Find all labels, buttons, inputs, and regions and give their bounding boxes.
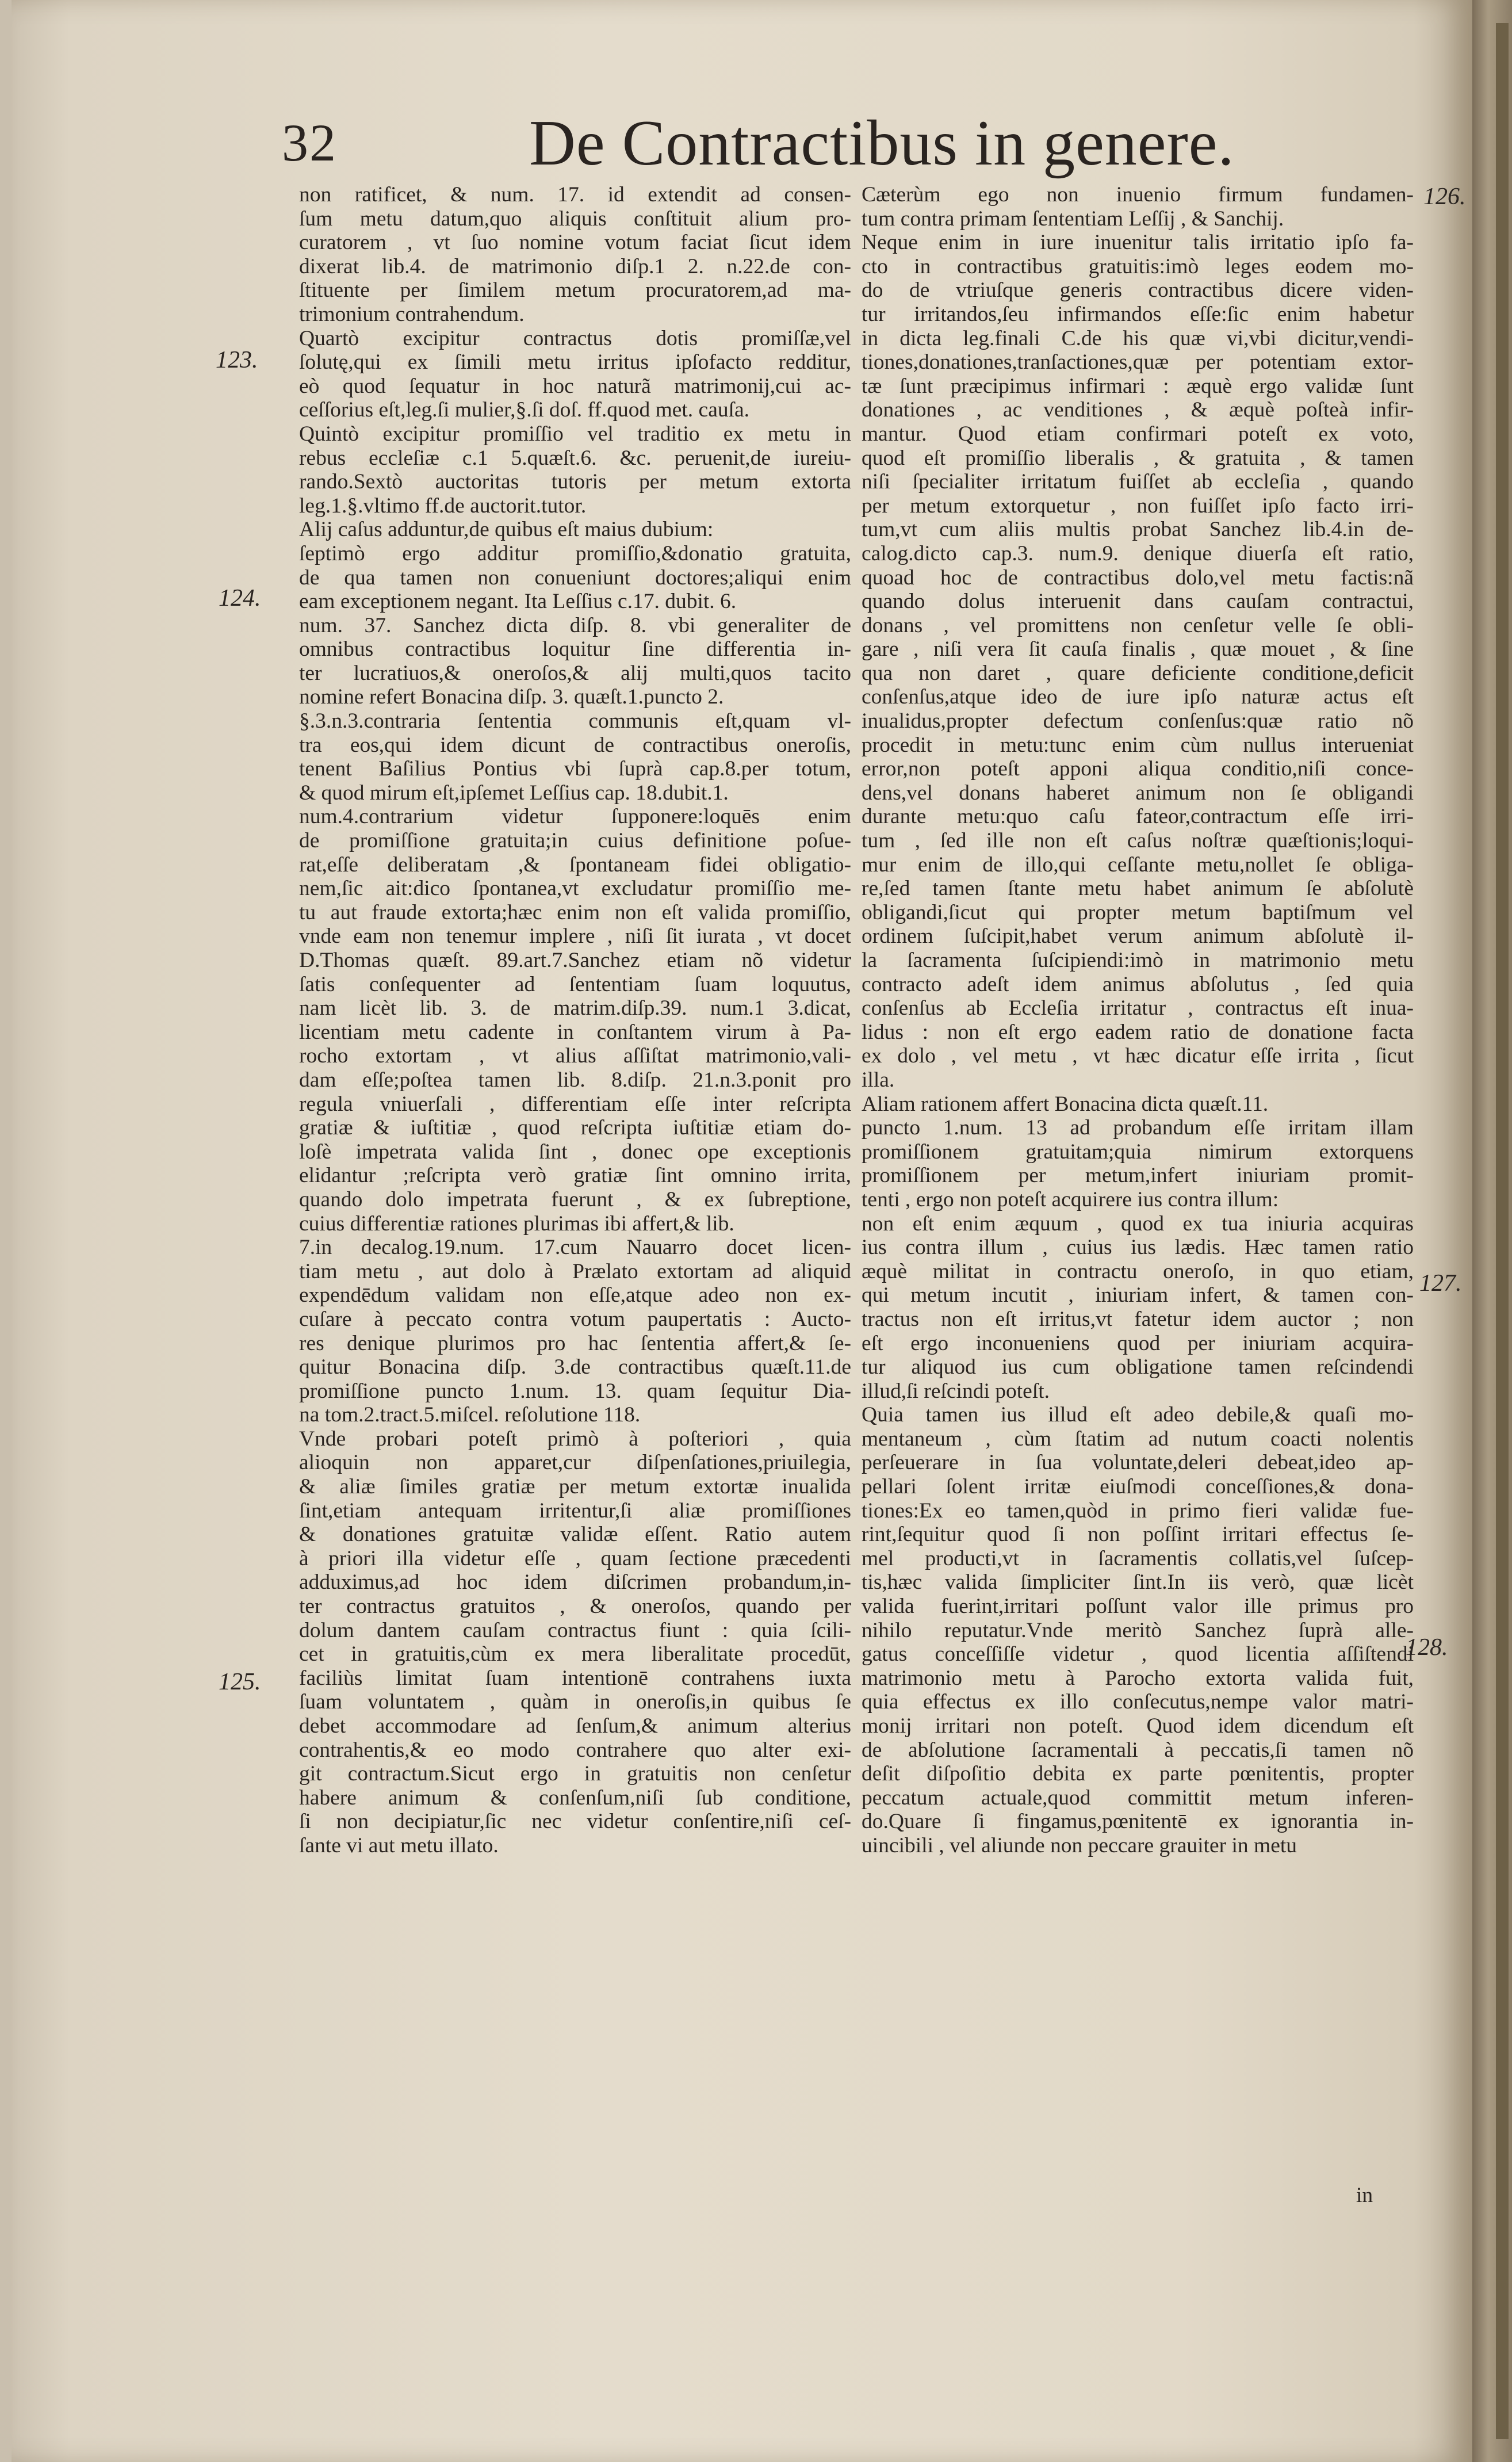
text-line: Quintò excipitur promiſſio vel traditio ex metu in xyxy=(299,422,851,446)
text-line: dens,vel donans haberet animum non ſe obligandi xyxy=(862,781,1414,805)
text-line: re,ſed tamen ſtante metu habet animum ſe abſolutè xyxy=(862,877,1414,901)
text-line: & aliæ ſimiles gratiæ per metum extortæ inualida xyxy=(299,1475,851,1499)
text-line: dam eſſe;poſtea tamen lib. 8.diſp. 21.n.3.ponit pro xyxy=(299,1068,851,1092)
text-line: mur enim de illo,qui ceſſante metu,nollet ſe obliga- xyxy=(862,852,1414,877)
text-line: quitur Bonacina diſp. 3.de contractibus quæſt.11.de xyxy=(299,1355,851,1379)
text-line: cet in gratuitis,cùm ex mera liberalitate procedūt, xyxy=(299,1642,851,1666)
text-line: tis,hæc valida ſimpliciter ſint.In iis verò, quæ licèt xyxy=(862,1570,1414,1595)
text-line: quando dolo impetrata fuerunt , & ex ſubreptione, xyxy=(299,1187,851,1211)
text-line: Quia tamen ius illud eſt adeo debile,& quaſi mo- xyxy=(862,1403,1414,1427)
text-line: tiones,donationes,tranſactiones,quæ per potentiam extor- xyxy=(862,350,1414,374)
text-line: tum , ſed ille non eſt caſus noſtræ quæſtionis;loqui- xyxy=(862,829,1414,853)
text-line: Aliam rationem affert Bonacina dicta quæſt.11. xyxy=(862,1092,1269,1116)
text-line: mentaneum , cùm ſtatim ad nutum coacti nolentis xyxy=(862,1427,1414,1451)
text-line: niſi ſpecialiter irritatum fuiſſet ab eccleſia , quando xyxy=(862,470,1414,494)
text-line: quod eſt promiſſio liberalis , & gratuita , & tamen xyxy=(862,446,1414,470)
text-line: conſenſus ab Eccleſia irritatur , contractus eſt inua- xyxy=(862,996,1414,1020)
text-line: la ſacramenta ſuſcipiendi:imò in matrimonio metu xyxy=(862,949,1414,972)
text-line: puncto 1.num. 13 ad probandum eſſe irritam illam xyxy=(862,1116,1414,1140)
text-line: non eſt enim æquum , quod ex tua iniuria acquiras xyxy=(862,1211,1414,1236)
text-line: D.Thomas quæſt. 89.art.7.Sanchez etiam nõ videtur xyxy=(299,949,851,972)
text-line: regula vniuerſali , differentiam eſſe inter reſcripta xyxy=(299,1092,851,1116)
text-line: æquè militat in contractu oneroſo, in quo etiam, xyxy=(862,1259,1414,1283)
text-line: tur aliquod ius cum obligatione tamen reſcindendi xyxy=(862,1355,1414,1379)
text-line: ſolutę,qui ex ſimili metu irritus ipſofacto redditur, xyxy=(299,350,851,374)
text-line: do.Quare ſi fingamus,pœnitentē ex ignorantia in- xyxy=(862,1810,1414,1834)
text-line: ius contra illum , cuius ius lædis. Hæc tamen ratio xyxy=(862,1236,1414,1260)
text-line: ter contractus gratuitos , & oneroſos, quando per xyxy=(299,1595,851,1619)
text-line: promiſſione puncto 1.num. 13. quam ſequitur Dia- xyxy=(299,1379,851,1403)
text-line: qui metum incutit , iniuriam infert, & tamen con- xyxy=(862,1283,1414,1308)
text-line: rint,ſequitur quod ſi non poſſint irritari effectus ſe- xyxy=(862,1523,1414,1547)
text-line: promiſſionem gratuitam;quia nimirum extorquens xyxy=(862,1140,1414,1164)
text-line: Neque enim in iure inuenitur talis irritatio ipſo fa- xyxy=(862,231,1414,255)
left-text-column xyxy=(299,183,851,1858)
page-number: 32 xyxy=(282,113,337,172)
text-line: tum contra primam ſententiam Leſſij , & Sanchij. xyxy=(862,207,1284,231)
text-line: uincibili , vel aliunde non peccare grauiter in metu xyxy=(862,1833,1297,1857)
text-line: tiam metu , aut dolo à Prælato extortam ad aliquid xyxy=(299,1259,851,1283)
text-line: inualidus,propter defectum conſenſus:quæ ratio nõ xyxy=(862,709,1414,733)
text-line: habere animum & conſenſum,niſi ſub conditione, xyxy=(299,1786,851,1810)
text-line: nomine refert Bonacina diſp. 3. quæſt.1.puncto 2. xyxy=(299,685,724,709)
text-line: donans , vel promittens non cenſetur velle ſe obli- xyxy=(862,613,1414,637)
text-line: gare , niſi vera ſit cauſa finalis , quæ mouet , & ſine xyxy=(862,637,1414,662)
text-line: num. 37. Sanchez dicta diſp. 8. vbi generaliter de xyxy=(299,613,851,637)
text-line: dolum dantem cauſam contractus fiunt : quia ſcili- xyxy=(299,1618,851,1642)
text-line: tæ ſunt præcipimus infirmari : æquè ergo validæ ſunt xyxy=(862,374,1414,398)
text-line: Vnde probari poteſt primò à poſteriori , quia xyxy=(299,1427,851,1451)
text-line: tiones:Ex eo tamen,quòd in primo fieri validæ fue- xyxy=(862,1498,1414,1523)
text-line: ſi non decipiatur,ſic nec videtur conſentire,niſi ceſ- xyxy=(299,1810,851,1834)
text-line: num.4.contrarium videtur ſupponere:loquēs enim xyxy=(299,805,851,829)
catchword: in xyxy=(1356,2184,1373,2207)
text-line: eſt ergo inconueniens quod per iniuriam acquira- xyxy=(862,1331,1414,1355)
text-line: promiſſionem per metum,infert iniuriam promit- xyxy=(862,1164,1414,1188)
text-line: tu aut fraude extorta;hæc enim non eſt valida promiſſio, xyxy=(299,900,851,924)
text-line: conſenſus,atque ideo de iure ipſo naturæ actus eſt xyxy=(862,685,1414,709)
book-spine xyxy=(1472,0,1512,2462)
text-line: ex dolo , vel metu , vt hæc dicatur eſſe irrita , ſicut xyxy=(862,1044,1414,1068)
text-line: calog.dicto cap.3. num.9. denique diuerſa eſt ratio, xyxy=(862,541,1414,565)
text-line: cuius differentiæ rationes plurimas ibi affert,& lib. xyxy=(299,1211,734,1236)
text-line: obligandi,ſicut qui propter metum baptiſmum vel xyxy=(862,900,1414,924)
text-line: durante metu:quo caſu fateor,contractum eſſe irri- xyxy=(862,805,1414,829)
text-line: deſit diſpoſitio debita ex parte pœnitentis, propter xyxy=(862,1762,1414,1786)
text-line: ſuam voluntatem , quàm in oneroſis,in quibus ſe xyxy=(299,1690,851,1714)
text-line: ordinem ſuſcipit,habet verum animum abſolutè il- xyxy=(862,924,1414,949)
text-line: gratiæ & iuſtitiæ , quod reſcripta iuſtitiæ etiam do- xyxy=(299,1116,851,1140)
text-line: ter lucratiuos,& oneroſos,& alij multi,quos tacito xyxy=(299,661,851,685)
page-header xyxy=(282,108,1260,179)
text-line: ceſſorius eſt,leg.ſi mulier,§.ſi doſ. ff.quod met. cauſa. xyxy=(299,398,750,422)
text-line: licentiam metu cadente in conſtantem virum à Pa- xyxy=(299,1020,851,1044)
text-line: expendēdum validam non eſſe,atque adeo non ex- xyxy=(299,1283,851,1308)
text-line: lidus : non eſt ergo eadem ratio de donatione facta xyxy=(862,1020,1414,1044)
text-line: Alij caſus adduntur,de quibus eſt maius dubium: xyxy=(299,518,714,542)
text-line: nam licèt lib. 3. de matrim.diſp.39. num.1 3.dicat, xyxy=(299,996,851,1020)
text-line: curatorem , vt ſuo nomine votum faciat ſicut idem xyxy=(299,231,851,255)
text-line: rat,eſſe deliberatam ,& ſpontaneam fidei obligatio- xyxy=(299,852,851,877)
text-line: na tom.2.tract.5.miſcel. reſolutione 118. xyxy=(299,1403,641,1427)
text-line: git contractum.Sicut ergo in gratuitis non cenſetur xyxy=(299,1762,851,1786)
text-line: debet accommodare ad ſenſum,& animum alterius xyxy=(299,1714,851,1738)
text-line: illa. xyxy=(862,1068,895,1092)
text-line: nihilo reputatur.Vnde meritò Sanchez ſuprà alle- xyxy=(862,1618,1414,1642)
text-line: loſè impetrata valida ſint , donec ope exceptionis xyxy=(299,1140,851,1164)
text-line: rocho extortam , vt alius aſſiſtat matrimonio,vali- xyxy=(299,1044,851,1068)
text-line: rando.Sextò auctoritas tutoris per metum extorta xyxy=(299,470,851,494)
text-line: tra eos,qui idem dicunt de contractibus oneroſis, xyxy=(299,733,851,757)
text-line: tractus non eſt irritus,vt fatetur idem auctor ; non xyxy=(862,1307,1414,1331)
text-line: gatus conceſſiſſe videtur , quod licentia aſſiſtendi xyxy=(862,1642,1414,1666)
binding-strip xyxy=(1496,23,1509,2439)
margin-number: 126. xyxy=(1423,183,1466,210)
text-line: in dicta leg.finali C.de his quæ vi,vbi dicitur,vendi- xyxy=(862,326,1414,350)
text-line: qua non daret , quare deficiente conditione,deficit xyxy=(862,661,1414,685)
text-line: ſint,etiam antequam irritentur,ſi aliæ promiſſiones xyxy=(299,1498,851,1523)
text-line: & donationes gratuitæ validæ eſſent. Ratio autem xyxy=(299,1523,851,1547)
text-line: ſtituente per ſimilem metum procuratorem,ad ma- xyxy=(299,278,851,303)
text-line: ſante vi aut metu illato. xyxy=(299,1833,499,1857)
text-line: dixerat lib.4. de matrimonio diſp.1 2. n.22.de con- xyxy=(299,254,851,278)
text-line: alioquin non apparet,cur diſpenſationes,priuilegia, xyxy=(299,1451,851,1475)
running-title: De Contractibus in genere. xyxy=(529,108,1235,179)
text-line: adduximus,ad hoc idem diſcrimen probandum,in- xyxy=(299,1570,851,1595)
text-line: illud,ſi reſcindi poteſt. xyxy=(862,1379,1050,1403)
text-line: perſeuerare in ſua voluntate,deleri debeat,ideo ap- xyxy=(862,1451,1414,1475)
text-line: omnibus contractibus loquitur ſine differentia in- xyxy=(299,637,851,662)
text-line: res denique plurimos pro hac ſententia affert,& ſe- xyxy=(299,1331,851,1355)
text-line: à priori illa videtur eſſe , quam ſectione præcedenti xyxy=(299,1546,851,1570)
text-line: error,non poteſt apponi aliqua conditio,niſi conce- xyxy=(862,757,1414,781)
margin-number: 127. xyxy=(1419,1270,1462,1297)
text-line: faciliùs limitat ſuam intentionē contrahens iuxta xyxy=(299,1666,851,1690)
text-line: tur irritandos,ſeu infirmandos eſſe:ſic enim habetur xyxy=(862,302,1414,326)
text-line: mel producti,vt in ſacramentis collatis,vel ſuſcep- xyxy=(862,1546,1414,1570)
text-line: nem,ſic ait:dico ſpontanea,vt excludatur promiſſio me- xyxy=(299,877,851,901)
text-line: cuſare à peccato contra votum paupertatis : Aucto- xyxy=(299,1307,851,1331)
text-line: 7.in decalog.19.num. 17.cum Nauarro docet licen- xyxy=(299,1236,851,1260)
text-line: tum,vt cum aliis multis probat Sanchez lib.4.in de- xyxy=(862,518,1414,542)
text-line: quia effectus ex illo conſecutus,nempe valor matri- xyxy=(862,1690,1414,1714)
text-line: mantur. Quod etiam confirmari poteſt ex voto, xyxy=(862,422,1414,446)
text-line: de abſolutione ſacramentali à peccatis,ſi tamen nõ xyxy=(862,1738,1414,1762)
text-line: eò quod ſequatur in hoc naturã matrimonij,cui ac- xyxy=(299,374,851,398)
text-line: Cæterùm ego non inuenio firmum fundamen- xyxy=(862,183,1414,207)
text-line: contracto adeſt idem animus abſolutus , ſed quia xyxy=(862,972,1414,996)
text-line: Quartò excipitur contractus dotis promiſſæ,vel xyxy=(299,326,851,350)
text-line: quoad hoc de contractibus dolo,vel metu factis:nã xyxy=(862,565,1414,590)
text-line: pellari ſolent irritæ eiuſmodi conceſſiones,& dona- xyxy=(862,1475,1414,1499)
text-line: §.3.n.3.contraria ſententia communis eſt,quam vl- xyxy=(299,709,851,733)
book-page xyxy=(12,0,1472,2462)
text-line: trimonium contrahendum. xyxy=(299,302,525,326)
text-line: & quod mirum eſt,ipſemet Leſſius cap. 18.dubit.1. xyxy=(299,781,729,805)
text-line: leg.1.§.vltimo ff.de auctorit.tutor. xyxy=(299,494,587,518)
text-line: tenti , ergo non poteſt acquirere ius contra illum: xyxy=(862,1187,1279,1211)
margin-number: 125. xyxy=(219,1669,261,1695)
text-line: contrahentis,& eo modo contrahere quo alter exi- xyxy=(299,1738,851,1762)
text-line: rebus eccleſiæ c.1 5.quæſt.6. &c. peruenit,de iureiu- xyxy=(299,446,851,470)
text-line: peccatum actuale,quod committit metum inferen- xyxy=(862,1786,1414,1810)
text-line: monij irritari non poteſt. Quod idem dicendum eſt xyxy=(862,1714,1414,1738)
text-line: ſum metu datum,quo aliquis conſtituit alium pro- xyxy=(299,207,851,231)
margin-number: 124. xyxy=(219,585,261,611)
margin-number: 123. xyxy=(216,347,258,373)
text-line: de promiſſione gratuita;in cuius definitione poſue- xyxy=(299,829,851,853)
text-line: per metum extorquetur , non fuiſſet ipſo facto irri- xyxy=(862,494,1414,518)
text-line: quando dolus interuenit dans cauſam contractui, xyxy=(862,590,1414,614)
text-line: valida fuerint,irritari poſſunt valor ille primus pro xyxy=(862,1595,1414,1619)
text-line: matrimonio metu à Parocho extorta valida fuit, xyxy=(862,1666,1414,1690)
right-text-column xyxy=(862,183,1414,1858)
text-line: cto in contractibus gratuitis:imò leges eodem mo- xyxy=(862,254,1414,278)
text-line: tenent Baſilius Pontius vbi ſuprà cap.8.per totum, xyxy=(299,757,851,781)
margin-number: 128. xyxy=(1406,1634,1448,1661)
text-line: eam exceptionem negant. Ita Leſſius c.17. dubit. 6. xyxy=(299,590,737,614)
text-line: elidantur ;reſcripta verò gratiæ ſint omnino irrita, xyxy=(299,1164,851,1188)
text-line: vnde eam non tenemur implere , niſi ſit iurata , vt docet xyxy=(299,924,851,949)
text-line: ſatis conſequenter ad ſententiam ſuam loquutus, xyxy=(299,972,851,996)
text-line: procedit in metu:tunc enim cùm nullus interueniat xyxy=(862,733,1414,757)
text-line: do de vtriuſque generis contractibus dicere viden- xyxy=(862,278,1414,303)
text-line: donationes , ac venditiones , & æquè poſteà infir- xyxy=(862,398,1414,422)
text-line: ſeptimò ergo additur promiſſio,&donatio gratuita, xyxy=(299,541,851,565)
text-line: de qua tamen non conueniunt doctores;aliqui enim xyxy=(299,565,851,590)
text-line: non ratificet, & num. 17. id extendit ad consen- xyxy=(299,183,851,207)
